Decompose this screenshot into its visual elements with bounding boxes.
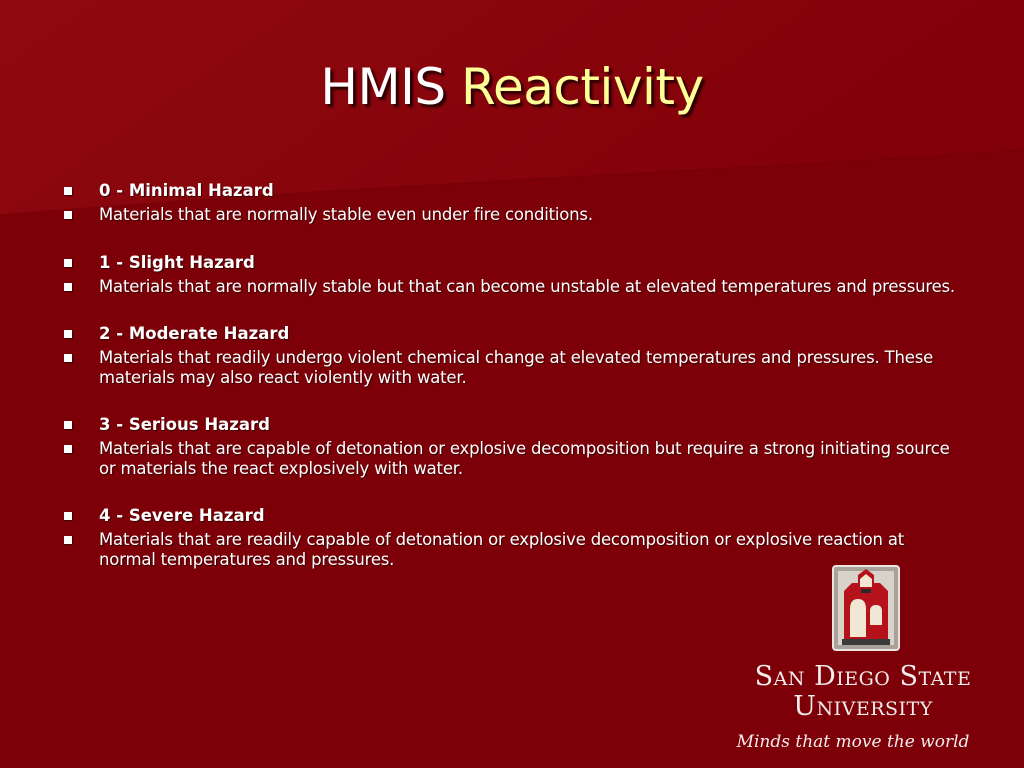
hazard-description-text: Materials that are capable of detonation or explosive decomposition but require a strong initiating source or materials the react explosively with water. [99,439,950,478]
campanile-seal-icon [832,565,900,651]
title-part-main: HMIS [320,58,462,116]
university-logo [728,558,1008,758]
hazard-description-text: Materials that are normally stable even under fire conditions. [99,205,593,224]
square-bullet-icon [64,536,72,544]
hazard-heading-4 [62,506,962,526]
square-bullet-icon [64,259,72,267]
square-bullet-icon [64,187,72,195]
wordmark-line-2: University [793,691,933,722]
square-bullet-icon [64,512,72,520]
hazard-description-text: Materials that readily undergo violent chemical change at elevated temperatures and pressures. These materials may also react violently with water. [99,348,934,387]
square-bullet-icon [64,211,72,219]
hazard-heading-text: 3 - Serious Hazard [99,415,270,434]
university-wordmark [728,662,998,722]
square-bullet-icon [64,283,72,291]
square-bullet-icon [64,421,72,429]
hazard-description-2 [62,348,962,388]
square-bullet-icon [64,330,72,338]
hazard-heading-text: 2 - Moderate Hazard [99,324,290,343]
hazard-heading-text: 1 - Slight Hazard [99,253,255,272]
hazard-heading-text: 4 - Severe Hazard [99,506,265,525]
hazard-heading-2 [62,324,962,344]
square-bullet-icon [64,445,72,453]
hazard-heading-text: 0 - Minimal Hazard [99,181,274,200]
hazard-description-1 [62,277,962,297]
hazard-heading-1 [62,253,962,273]
university-tagline: Minds that move the world [736,732,970,752]
hazard-description-text: Materials that are normally stable but that can become unstable at elevated temperatures and pressures. [99,277,955,296]
hazard-heading-0 [62,181,962,201]
hazard-description-text: Materials that are readily capable of detonation or explosive decomposition or explosive reaction at normal temperatures and pressures. [99,530,905,569]
hazard-description-3 [62,439,962,479]
slide-title [0,58,1024,116]
hazard-list [62,181,962,570]
square-bullet-icon [64,354,72,362]
wordmark-line-1: San Diego State [754,661,972,692]
hazard-description-0 [62,205,962,225]
hazard-heading-3 [62,415,962,435]
title-part-accent: Reactivity [461,58,704,116]
